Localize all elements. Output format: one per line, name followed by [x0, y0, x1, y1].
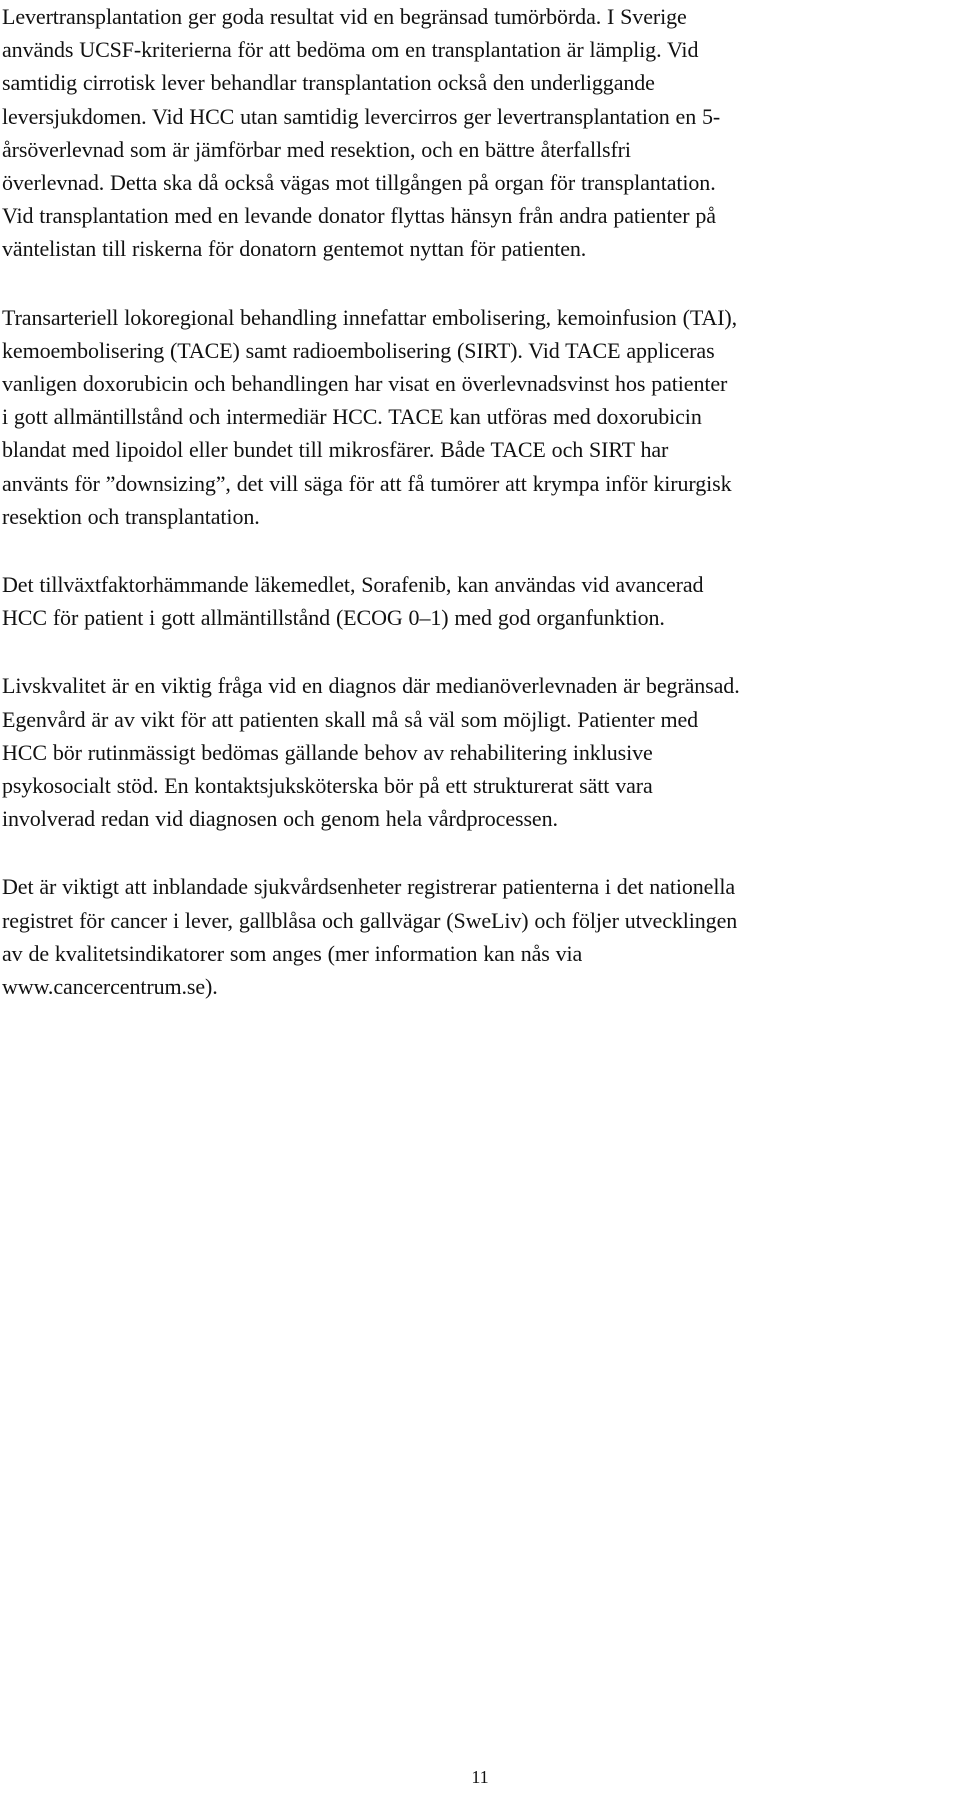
- text-line: årsöverlevnad som är jämförbar med resektion, och en bättre återfallsfri: [2, 136, 631, 162]
- paragraph-spacer: [2, 266, 954, 301]
- text-line: av de kvalitetsindikatorer som anges (mer information kan nås via: [2, 940, 583, 966]
- text-line: registret för cancer i lever, gallblåsa och gallvägar (SweLiv) och följer utvecklingen: [2, 907, 738, 933]
- text-line: Det tillväxtfaktorhämmande läkemedlet, Sorafenib, kan användas vid avancerad: [2, 572, 704, 598]
- text-line: psykosocialt stöd. En kontaktsjuksköterska bör på ett strukturerat sätt vara: [2, 773, 653, 799]
- text-line: används UCSF-kriterierna för att bedöma om en transplantation är lämplig. Vid: [2, 37, 699, 63]
- text-line: i gott allmäntillstånd och intermediär HCC. TACE kan utföras med doxorubicin: [2, 404, 702, 430]
- paragraph-spacer: [2, 634, 954, 669]
- text-line: samtidig cirrotisk lever behandlar transplantation också den underliggande: [2, 70, 655, 96]
- text-line: vanligen doxorubicin och behandlingen har visat en överlevnadsvinst hos patienter: [2, 371, 728, 397]
- text-line: blandat med lipoidol eller bundet till mikrosfärer. Både TACE och SIRT har: [2, 437, 669, 463]
- text-line: leversjukdomen. Vid HCC utan samtidig levercirros ger levertransplantation en 5-: [2, 103, 721, 129]
- text-line: använts för ”downsizing”, det vill säga för att få tumörer att krympa inför kirurgisk: [2, 470, 732, 496]
- text-line: involverad redan vid diagnosen och genom hela vårdprocessen.: [2, 806, 558, 832]
- document-body: [2, 0, 954, 1003]
- paragraph-quality-of-life: [2, 669, 954, 835]
- text-line: www.cancercentrum.se).: [2, 974, 218, 1000]
- text-line: resektion och transplantation.: [2, 503, 260, 529]
- paragraph-spacer: [2, 533, 954, 568]
- text-line: väntelistan till riskerna för donatorn gentemot nyttan för patienten.: [2, 236, 587, 262]
- text-line: Livskvalitet är en viktig fråga vid en diagnos där medianöverlevnaden är begränsad.: [2, 673, 740, 699]
- text-line: Levertransplantation ger goda resultat vid en begränsad tumörbörda. I Sverige: [2, 4, 687, 29]
- paragraph-sorafenib: [2, 568, 954, 634]
- text-line: HCC bör rutinmässigt bedömas gällande behov av rehabilitering inklusive: [2, 739, 653, 765]
- text-line: överlevnad. Detta ska då också vägas mot tillgången på organ för transplantation.: [2, 170, 716, 196]
- text-line: Transarteriell lokoregional behandling innefattar embolisering, kemoinfusion (TAI),: [2, 304, 738, 330]
- text-line: HCC för patient i gott allmäntillstånd (ECOG 0–1) med god organfunktion.: [2, 605, 665, 631]
- text-line: Egenvård är av vikt för att patienten skall må så väl som möjligt. Patienter med: [2, 706, 699, 732]
- paragraph-spacer: [2, 835, 954, 870]
- paragraph-transplantation: [2, 0, 954, 266]
- paragraph-registry: [2, 870, 954, 1003]
- text-line: Det är viktigt att inblandade sjukvårdsenheter registrerar patienterna i det nationella: [2, 874, 736, 900]
- page-number: 11: [471, 1767, 489, 1787]
- text-line: Vid transplantation med en levande donator flyttas hänsyn från andra patienter på: [2, 203, 716, 229]
- paragraph-transarterial-treatment: [2, 301, 954, 533]
- text-line: kemoembolisering (TACE) samt radioembolisering (SIRT). Vid TACE appliceras: [2, 337, 715, 363]
